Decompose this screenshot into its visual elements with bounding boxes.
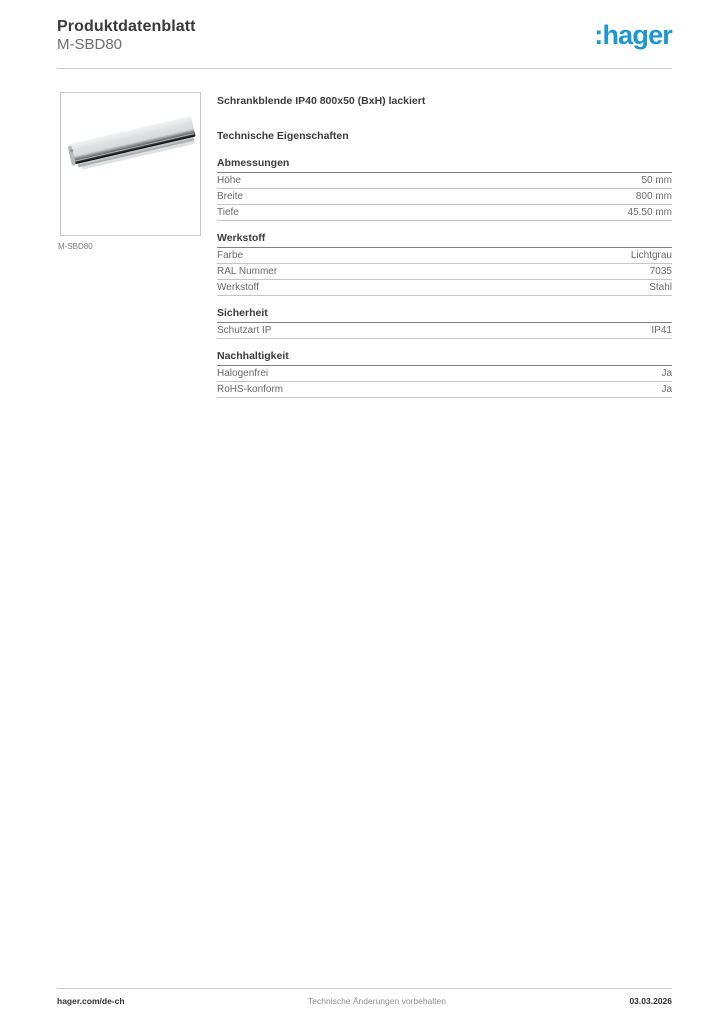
spec-rows (217, 173, 672, 221)
spec-section (217, 232, 672, 296)
spec-value: 800 mm (635, 191, 672, 202)
spec-label: Farbe (217, 250, 244, 261)
footer-website: hager.com/de-ch (57, 996, 125, 1006)
spec-value: 45.50 mm (627, 207, 672, 218)
spec-row (217, 173, 672, 189)
product-reference: M-SBD80 (57, 36, 123, 53)
spec-value: Ja (661, 384, 672, 395)
spec-section-title: Sicherheit (217, 307, 672, 323)
header-titles (57, 18, 196, 53)
spec-label: Schutzart IP (217, 325, 272, 336)
spec-value: Lichtgrau (630, 250, 672, 261)
footer-date: 03.03.2026 (629, 996, 672, 1006)
spec-row (217, 323, 672, 339)
spec-row (217, 264, 672, 280)
spec-row (217, 382, 672, 398)
spec-label: Breite (217, 191, 244, 202)
header-divider (57, 68, 672, 69)
spec-row (217, 189, 672, 205)
cabinet-cover-illustration (61, 93, 200, 235)
spec-value: IP41 (651, 325, 672, 336)
spec-label: Höhe (217, 175, 241, 186)
spec-label: Tiefe (217, 207, 239, 218)
spec-rows (217, 248, 672, 296)
spec-section-title: Abmessungen (217, 157, 672, 173)
specs-heading: Technische Eigenschaften (217, 130, 349, 142)
footer-disclaimer: Technische Änderungen vorbehalten (308, 996, 446, 1006)
product-image-column (60, 92, 201, 409)
spec-row (217, 366, 672, 382)
spec-value: 7035 (649, 266, 672, 277)
spec-value: 50 mm (641, 175, 672, 186)
spec-value: Stahl (649, 282, 672, 293)
spec-rows (217, 323, 672, 339)
spec-label: RAL Nummer (217, 266, 278, 277)
main-content (60, 92, 672, 409)
product-image-caption: M-SBD80 (58, 242, 93, 251)
spec-row (217, 205, 672, 221)
spec-section (217, 350, 672, 398)
specs-column (217, 92, 672, 409)
spec-row (217, 280, 672, 296)
spec-value: Ja (661, 368, 672, 379)
spec-section-title: Werkstoff (217, 232, 672, 248)
header (57, 18, 672, 53)
footer (57, 988, 672, 1006)
spec-label: Werkstoff (217, 282, 259, 293)
spec-rows (217, 366, 672, 398)
spec-sections (217, 157, 672, 398)
spec-row (217, 248, 672, 264)
page-title: Produktdatenblatt (57, 18, 196, 35)
spec-section-title: Nachhaltigkeit (217, 350, 672, 366)
spec-section (217, 307, 672, 339)
product-title: Schrankblende IP40 800x50 (BxH) lackiert (217, 95, 426, 107)
product-image (60, 92, 201, 236)
spec-label: RoHS-konform (217, 384, 284, 395)
spec-label: Halogenfrei (217, 368, 269, 379)
spec-section (217, 157, 672, 221)
hager-logo: :hager (594, 20, 672, 50)
